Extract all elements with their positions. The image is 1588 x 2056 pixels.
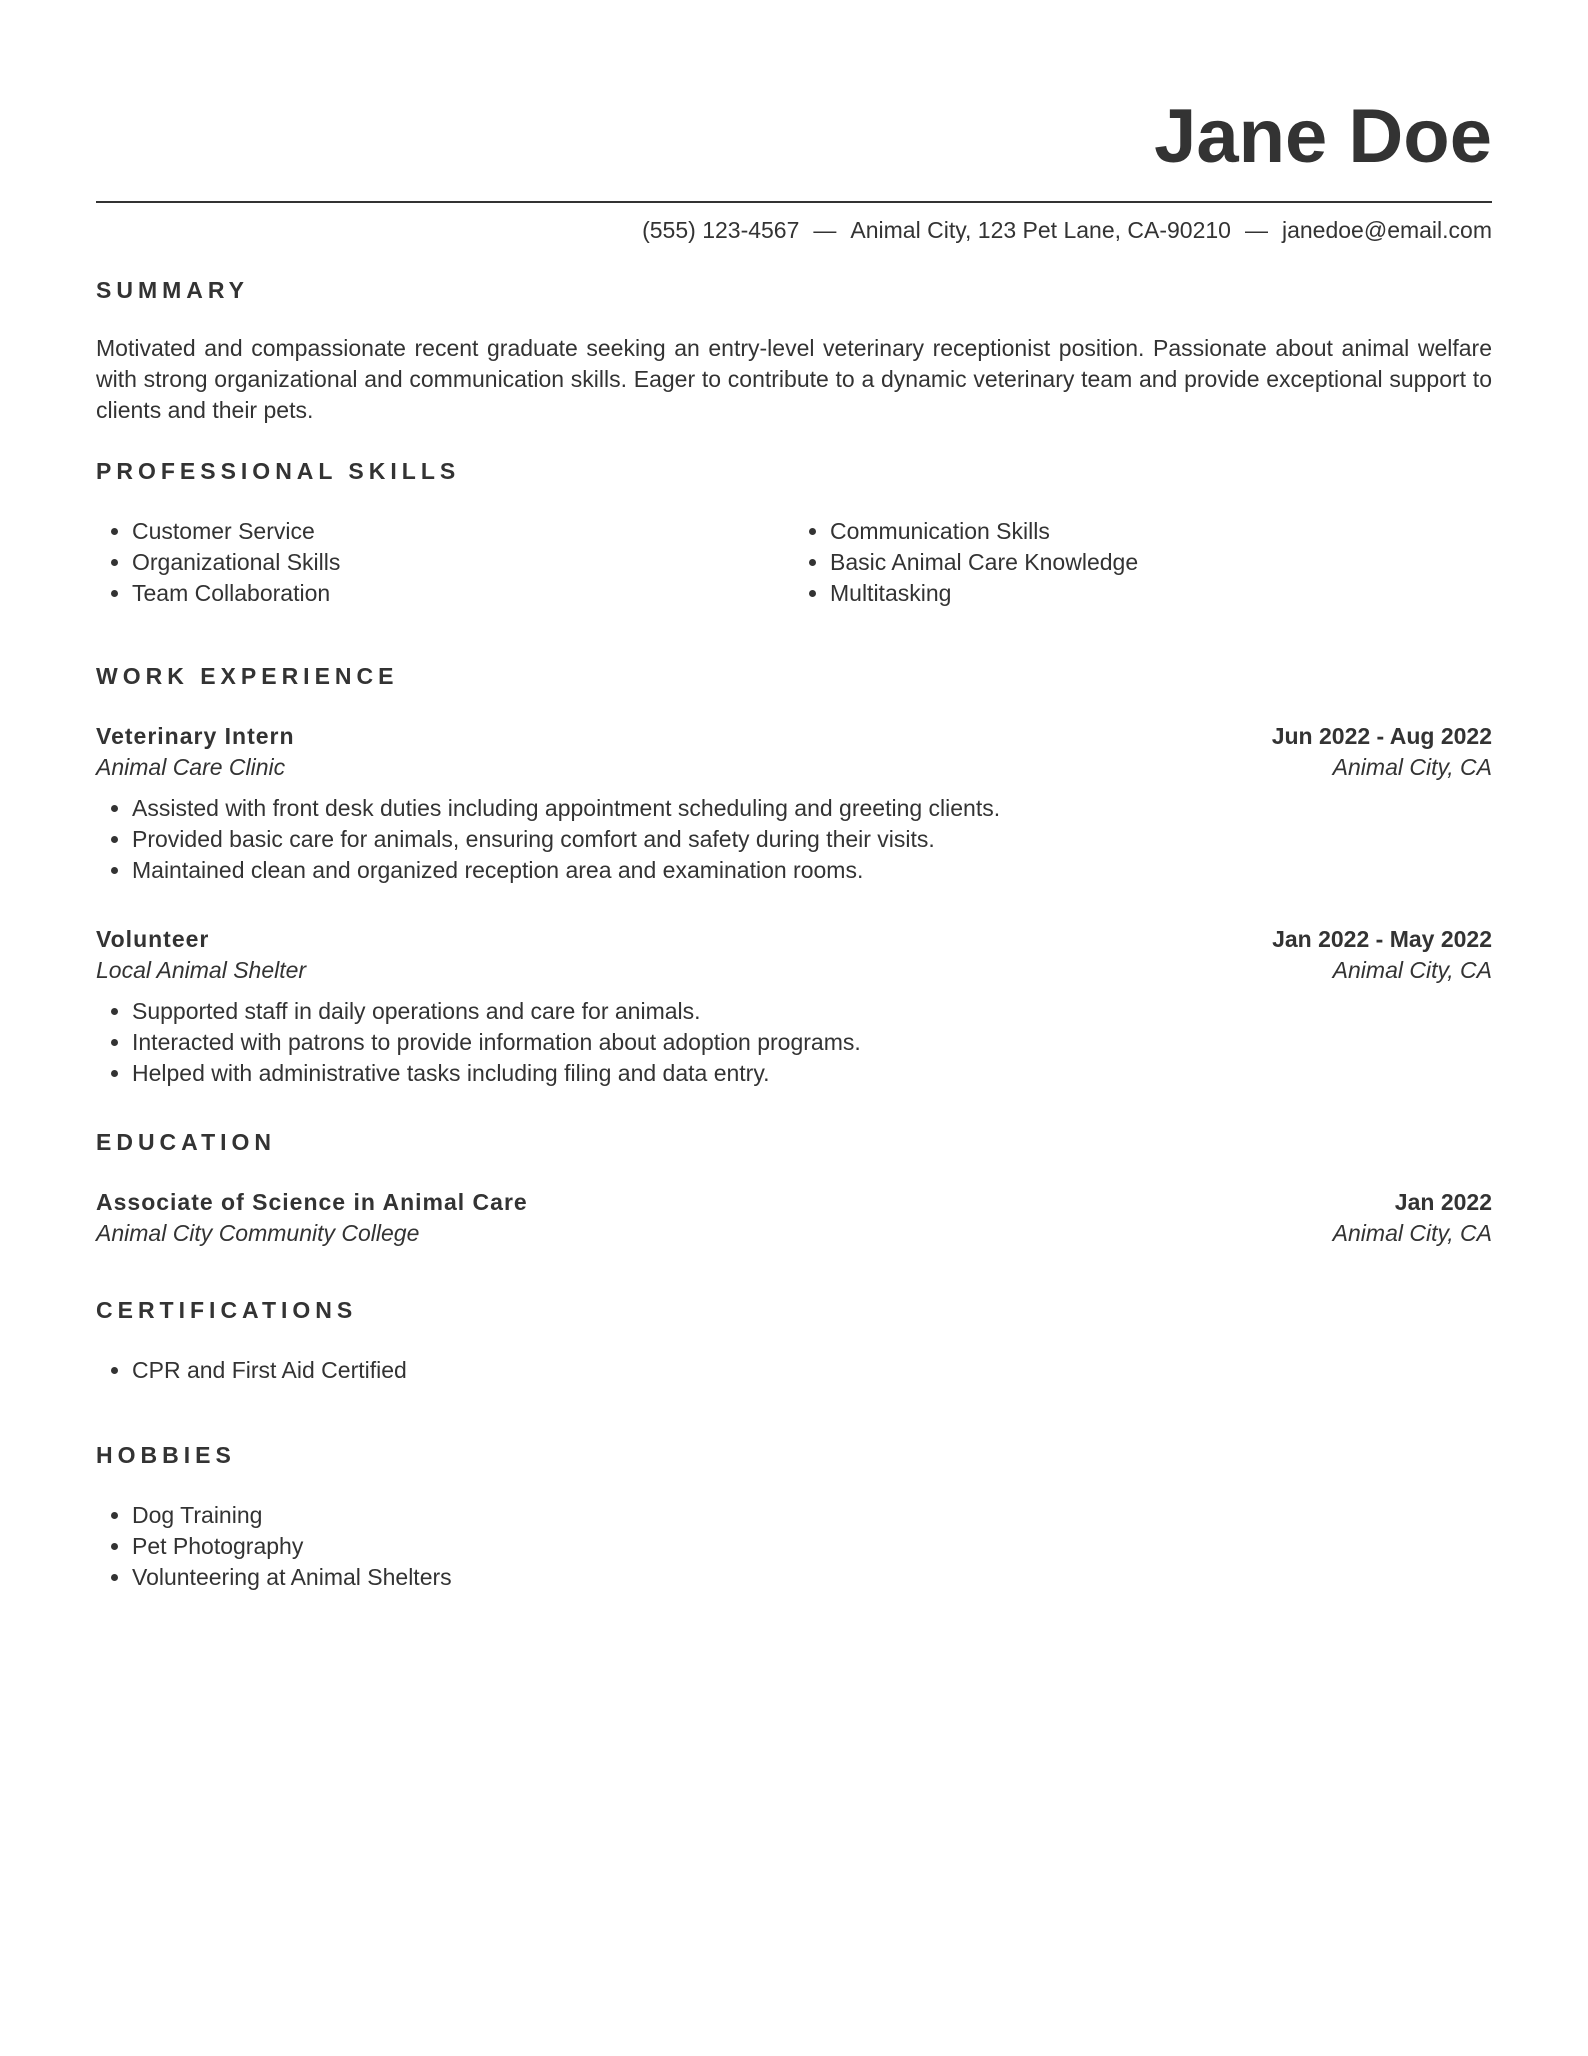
job-subheader-row (96, 752, 1492, 783)
summary-text: Motivated and compassionate recent graduate seeking an entry-level veterinary receptionist position. Passionate about animal welfare with strong organizational and communication skills. Eager to contribute to a dynamic veterinary team and provide exceptional support to clients and their pets. (96, 335, 1492, 423)
work-experience-heading: WORK EXPERIENCE (96, 663, 399, 689)
skills-heading: PROFESSIONAL SKILLS (96, 458, 461, 484)
hobbies-heading: HOBBIES (96, 1442, 236, 1468)
job-subheader-row (96, 955, 1492, 986)
skill-item: • Organizational Skills (132, 547, 794, 578)
hobby-item: • Volunteering at Animal Shelters (132, 1562, 1492, 1593)
contact-email: janedoe@email.com (1281, 217, 1492, 243)
skill-item: • Multitasking (830, 578, 1492, 609)
education-location: Animal City, CA (1332, 1220, 1492, 1246)
skills-column-left (96, 516, 794, 609)
education-header-row (96, 1187, 1492, 1218)
skill-item: • Team Collaboration (132, 578, 794, 609)
job-dates: Jan 2022 - May 2022 (1272, 926, 1492, 952)
job-header-row (96, 721, 1492, 752)
job-duty: • Supported staff in daily operations and care for animals. (132, 996, 1492, 1027)
skills-column-right (794, 516, 1492, 609)
job-duty: • Helped with administrative tasks including filing and data entry. (132, 1058, 1492, 1089)
contact-separator: — (813, 217, 837, 243)
job-header-row (96, 924, 1492, 955)
job-duty: • Maintained clean and organized reception area and examination rooms. (132, 855, 1492, 886)
job-role: Veterinary Intern (96, 723, 295, 749)
skill-item: • Basic Animal Care Knowledge (830, 547, 1492, 578)
certification-item: • CPR and First Aid Certified (132, 1355, 1492, 1386)
job-duty: • Assisted with front desk duties including appointment scheduling and greeting clients. (132, 793, 1492, 824)
contact-separator: — (1244, 217, 1268, 243)
hobby-item: • Dog Training (132, 1500, 1492, 1531)
certifications-list (96, 1355, 1492, 1386)
job-entry (96, 924, 1492, 1089)
education-entry (96, 1187, 1492, 1249)
skill-item: • Customer Service (132, 516, 794, 547)
job-duty: • Interacted with patrons to provide information about adoption programs. (132, 1027, 1492, 1058)
skill-item: • Communication Skills (830, 516, 1492, 547)
education-heading: EDUCATION (96, 1129, 277, 1155)
job-location: Animal City, CA (1332, 754, 1492, 780)
job-role: Volunteer (96, 926, 210, 952)
job-duty: • Provided basic care for animals, ensuring comfort and safety during their visits. (132, 824, 1492, 855)
education-school: Animal City Community College (96, 1220, 420, 1246)
skills-list-left (96, 516, 794, 609)
contact-line (96, 215, 1492, 245)
skills-list-right (794, 516, 1492, 609)
job-organization: Animal Care Clinic (96, 754, 286, 780)
job-duties-list (96, 996, 1492, 1089)
candidate-name: Jane Doe (1154, 94, 1492, 179)
job-dates: Jun 2022 - Aug 2022 (1271, 723, 1492, 749)
header-divider (96, 201, 1492, 203)
job-entry (96, 721, 1492, 886)
job-duties-list (96, 793, 1492, 886)
job-organization: Local Animal Shelter (96, 957, 307, 983)
contact-address: Animal City, 123 Pet Lane, CA-90210 (850, 217, 1231, 243)
skills-grid (96, 516, 1492, 609)
certifications-heading: CERTIFICATIONS (96, 1297, 358, 1323)
job-location: Animal City, CA (1332, 957, 1492, 983)
education-degree: Associate of Science in Animal Care (96, 1189, 528, 1215)
hobby-item: • Pet Photography (132, 1531, 1492, 1562)
education-subheader-row (96, 1218, 1492, 1249)
education-date: Jan 2022 (1394, 1189, 1492, 1215)
summary-heading: SUMMARY (96, 277, 249, 303)
contact-phone: (555) 123-4567 (642, 217, 800, 243)
hobbies-list (96, 1500, 1492, 1593)
